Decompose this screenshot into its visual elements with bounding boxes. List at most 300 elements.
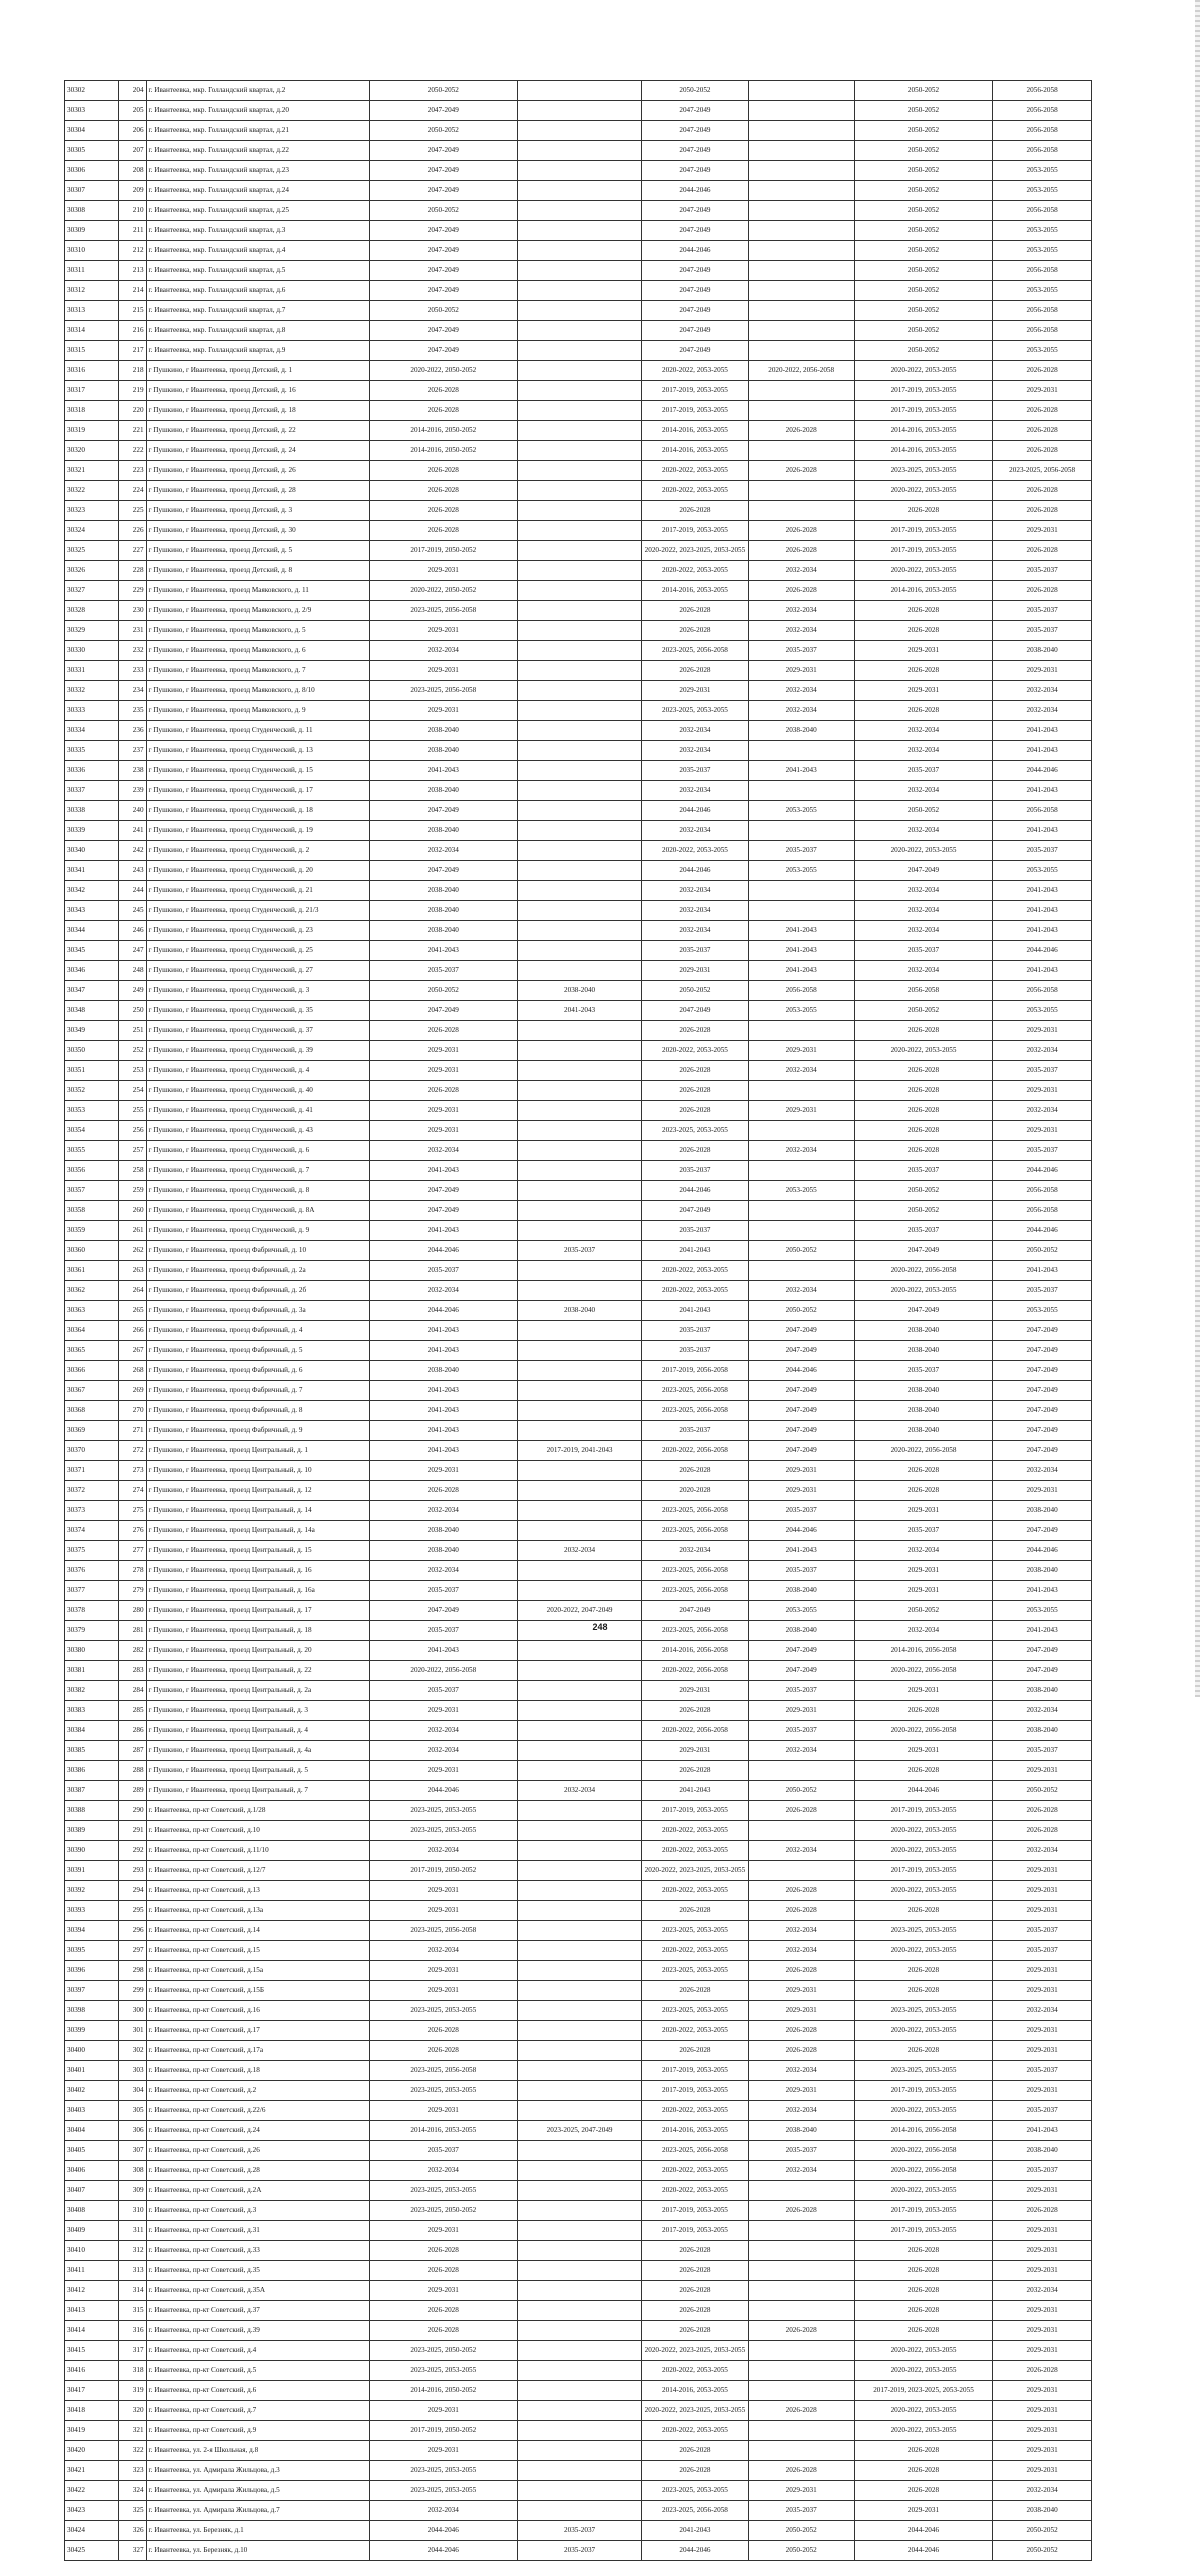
table-row [65, 1201, 1092, 1221]
record-id: 30328 [65, 601, 119, 621]
cell-period-6: 2032-2034 [993, 1101, 1092, 1121]
table-row [65, 2161, 1092, 2181]
address: г Пушкино, г Ивантеевка, проезд Детский, д. 24 [146, 441, 369, 461]
cell-period-1: 2050-2052 [369, 981, 517, 1001]
cell-period-1: 2029-2031 [369, 1121, 517, 1141]
cell-period-4: 2029-2031 [748, 1981, 854, 2001]
cell-period-3: 2050-2052 [642, 81, 748, 101]
cell-period-1: 2038-2040 [369, 741, 517, 761]
cell-period-5: 2029-2031 [854, 1501, 992, 1521]
address: г Пушкино, г Ивантеевка, проезд Центральный, д. 18 [146, 1621, 369, 1641]
row-number: 224 [118, 481, 146, 501]
cell-period-6: 2032-2034 [993, 1461, 1092, 1481]
cell-period-5: 2026-2028 [854, 2241, 992, 2261]
table-row [65, 1081, 1092, 1101]
cell-period-3: 2032-2034 [642, 721, 748, 741]
cell-period-4 [748, 1261, 854, 1281]
cell-period-5: 2050-2052 [854, 121, 992, 141]
row-number: 257 [118, 1141, 146, 1161]
cell-period-4: 2053-2055 [748, 1601, 854, 1621]
cell-period-4 [748, 1161, 854, 1181]
cell-period-3: 2041-2043 [642, 1301, 748, 1321]
record-id: 30365 [65, 1341, 119, 1361]
address: г Пушкино, г Ивантеевка, проезд Студенческий, д. 25 [146, 941, 369, 961]
cell-period-5: 2020-2022, 2056-2058 [854, 2141, 992, 2161]
record-id: 30330 [65, 641, 119, 661]
cell-period-5: 2020-2022, 2053-2055 [854, 2361, 992, 2381]
record-id: 30348 [65, 1001, 119, 1021]
cell-period-5: 2026-2028 [854, 621, 992, 641]
cell-period-1: 2032-2034 [369, 1141, 517, 1161]
record-id: 30366 [65, 1361, 119, 1381]
cell-period-6: 2026-2028 [993, 541, 1092, 561]
cell-period-4 [748, 741, 854, 761]
cell-period-1: 2047-2049 [369, 1001, 517, 1021]
address: г. Ивантеевка, пр-кт Советский, д.5 [146, 2361, 369, 2381]
table-row [65, 1021, 1092, 1041]
cell-period-1: 2020-2022, 2050-2052 [369, 581, 517, 601]
cell-period-2 [517, 2061, 641, 2081]
cell-period-4 [748, 821, 854, 841]
cell-period-4: 2026-2028 [748, 521, 854, 541]
cell-period-3: 2023-2025, 2056-2058 [642, 1381, 748, 1401]
cell-period-6: 2038-2040 [993, 1721, 1092, 1741]
row-number: 270 [118, 1401, 146, 1421]
cell-period-6: 2029-2031 [993, 1981, 1092, 2001]
record-id: 30311 [65, 261, 119, 281]
table-row [65, 941, 1092, 961]
record-id: 30349 [65, 1021, 119, 1041]
cell-period-1: 2023-2025, 2053-2055 [369, 1821, 517, 1841]
cell-period-5: 2029-2031 [854, 681, 992, 701]
cell-period-4: 2041-2043 [748, 761, 854, 781]
table-row [65, 2181, 1092, 2201]
cell-period-1: 2044-2046 [369, 2541, 517, 2561]
cell-period-2 [517, 1041, 641, 1061]
cell-period-4: 2032-2034 [748, 1281, 854, 1301]
row-number: 306 [118, 2121, 146, 2141]
table-row [65, 361, 1092, 381]
row-number: 243 [118, 861, 146, 881]
row-number: 305 [118, 2101, 146, 2121]
cell-period-2 [517, 521, 641, 541]
cell-period-1: 2029-2031 [369, 2401, 517, 2421]
cell-period-2 [517, 1561, 641, 1581]
cell-period-3: 2020-2022, 2053-2055 [642, 1841, 748, 1861]
record-id: 30382 [65, 1681, 119, 1701]
cell-period-2 [517, 2221, 641, 2241]
cell-period-2 [517, 141, 641, 161]
row-number: 233 [118, 661, 146, 681]
cell-period-5: 2056-2058 [854, 981, 992, 1001]
cell-period-4: 2035-2037 [748, 2141, 854, 2161]
cell-period-5: 2017-2019, 2053-2055 [854, 521, 992, 541]
record-id: 30373 [65, 1501, 119, 1521]
cell-period-6: 2041-2043 [993, 741, 1092, 761]
cell-period-1: 2029-2031 [369, 1881, 517, 1901]
record-id: 30357 [65, 1181, 119, 1201]
cell-period-2 [517, 1061, 641, 1081]
table-row [65, 1401, 1092, 1421]
cell-period-3: 2035-2037 [642, 1341, 748, 1361]
cell-period-1: 2026-2028 [369, 2261, 517, 2281]
record-id: 30341 [65, 861, 119, 881]
address: г Пушкино, г Ивантеевка, проезд Маяковского, д. 9 [146, 701, 369, 721]
cell-period-1: 2026-2028 [369, 1021, 517, 1041]
record-id: 30419 [65, 2421, 119, 2441]
cell-period-2 [517, 441, 641, 461]
cell-period-1: 2029-2031 [369, 1761, 517, 1781]
cell-period-1: 2047-2049 [369, 101, 517, 121]
row-number: 227 [118, 541, 146, 561]
cell-period-1: 2047-2049 [369, 341, 517, 361]
cell-period-3: 2029-2031 [642, 681, 748, 701]
row-number: 323 [118, 2461, 146, 2481]
cell-period-6: 2047-2049 [993, 1641, 1092, 1661]
cell-period-4: 2032-2034 [748, 1141, 854, 1161]
cell-period-6: 2053-2055 [993, 1601, 1092, 1621]
cell-period-1: 2032-2034 [369, 1561, 517, 1581]
cell-period-2 [517, 281, 641, 301]
cell-period-1: 2032-2034 [369, 1741, 517, 1761]
address: г Пушкино, г Ивантеевка, проезд Студенческий, д. 19 [146, 821, 369, 841]
cell-period-4: 2038-2040 [748, 1621, 854, 1641]
cell-period-3: 2044-2046 [642, 2541, 748, 2561]
record-id: 30332 [65, 681, 119, 701]
row-number: 211 [118, 221, 146, 241]
cell-period-5: 2050-2052 [854, 201, 992, 221]
cell-period-2 [517, 1701, 641, 1721]
cell-period-4 [748, 221, 854, 241]
cell-period-3: 2026-2028 [642, 2261, 748, 2281]
cell-period-3: 2047-2049 [642, 121, 748, 141]
cell-period-5: 2032-2034 [854, 741, 992, 761]
cell-period-5: 2029-2031 [854, 1681, 992, 1701]
table-row [65, 2341, 1092, 2361]
cell-period-1: 2026-2028 [369, 381, 517, 401]
cell-period-4: 2026-2028 [748, 2461, 854, 2481]
table-row [65, 1481, 1092, 1501]
cell-period-5: 2032-2034 [854, 1621, 992, 1641]
cell-period-6: 2029-2031 [993, 521, 1092, 541]
cell-period-2 [517, 941, 641, 961]
cell-period-6: 2050-2052 [993, 1781, 1092, 1801]
table-row [65, 1821, 1092, 1841]
cell-period-4 [748, 2381, 854, 2401]
cell-period-3: 2020-2022, 2023-2025, 2053-2055 [642, 2341, 748, 2361]
cell-period-5: 2014-2016, 2056-2058 [854, 2121, 992, 2141]
cell-period-4 [748, 341, 854, 361]
row-number: 206 [118, 121, 146, 141]
cell-period-4 [748, 301, 854, 321]
address: г Пушкино, г Ивантеевка, проезд Детский, д. 30 [146, 521, 369, 541]
cell-period-1: 2047-2049 [369, 261, 517, 281]
record-id: 30379 [65, 1621, 119, 1641]
cell-period-3: 2035-2037 [642, 1161, 748, 1181]
address: г Пушкино, г Ивантеевка, проезд Центральный, д. 15 [146, 1541, 369, 1561]
cell-period-3: 2017-2019, 2053-2055 [642, 2081, 748, 2101]
cell-period-5: 2020-2022, 2053-2055 [854, 1281, 992, 1301]
table-row [65, 501, 1092, 521]
table-row [65, 181, 1092, 201]
cell-period-1: 2026-2028 [369, 521, 517, 541]
cell-period-2 [517, 2361, 641, 2381]
table-row [65, 141, 1092, 161]
table-row [65, 2541, 1092, 2561]
cell-period-5: 2023-2025, 2053-2055 [854, 2001, 992, 2021]
address: г. Ивантеевка, мкр. Голландский квартал, д.20 [146, 101, 369, 121]
record-id: 30360 [65, 1241, 119, 1261]
cell-period-6: 2029-2031 [993, 2021, 1092, 2041]
table-row [65, 221, 1092, 241]
address: г. Ивантеевка, мкр. Голландский квартал, д.22 [146, 141, 369, 161]
cell-period-4: 2041-2043 [748, 1541, 854, 1561]
cell-period-2 [517, 2141, 641, 2161]
cell-period-4 [748, 401, 854, 421]
cell-period-5: 2029-2031 [854, 1581, 992, 1601]
cell-period-3: 2020-2022, 2056-2058 [642, 1721, 748, 1741]
row-number: 220 [118, 401, 146, 421]
cell-period-1: 2023-2025, 2056-2058 [369, 601, 517, 621]
cell-period-5: 2014-2016, 2053-2055 [854, 441, 992, 461]
row-number: 225 [118, 501, 146, 521]
cell-period-5: 2035-2037 [854, 1221, 992, 1241]
record-id: 30308 [65, 201, 119, 221]
cell-period-2 [517, 1141, 641, 1161]
cell-period-1: 2032-2034 [369, 1941, 517, 1961]
cell-period-4: 2050-2052 [748, 1781, 854, 1801]
record-id: 30306 [65, 161, 119, 181]
cell-period-2 [517, 1921, 641, 1941]
address: г Пушкино, г Ивантеевка, проезд Студенческий, д. 7 [146, 1161, 369, 1181]
cell-period-3: 2020-2022, 2023-2025, 2053-2055 [642, 541, 748, 561]
cell-period-5: 2044-2046 [854, 2521, 992, 2541]
cell-period-3: 2047-2049 [642, 201, 748, 221]
cell-period-3: 2020-2022, 2053-2055 [642, 1941, 748, 1961]
cell-period-6: 2038-2040 [993, 2141, 1092, 2161]
cell-period-5: 2020-2022, 2053-2055 [854, 481, 992, 501]
address: г Пушкино, г Ивантеевка, проезд Центральный, д. 12 [146, 1481, 369, 1501]
cell-period-5: 2032-2034 [854, 781, 992, 801]
address: г Пушкино, г Ивантеевка, проезд Центральный, д. 1 [146, 1441, 369, 1461]
row-number: 269 [118, 1381, 146, 1401]
row-number: 268 [118, 1361, 146, 1381]
record-id: 30392 [65, 1881, 119, 1901]
cell-period-5: 2023-2025, 2053-2055 [854, 2061, 992, 2081]
cell-period-5: 2026-2028 [854, 2441, 992, 2461]
cell-period-2 [517, 1401, 641, 1421]
address: г. Ивантеевка, мкр. Голландский квартал, д.24 [146, 181, 369, 201]
cell-period-4: 2053-2055 [748, 801, 854, 821]
cell-period-4 [748, 1861, 854, 1881]
table-row [65, 521, 1092, 541]
cell-period-1: 2047-2049 [369, 221, 517, 241]
cell-period-1: 2038-2040 [369, 901, 517, 921]
record-id: 30335 [65, 741, 119, 761]
cell-period-6: 2029-2031 [993, 2181, 1092, 2201]
cell-period-5: 2026-2028 [854, 661, 992, 681]
cell-period-5: 2026-2028 [854, 1901, 992, 1921]
cell-period-4: 2047-2049 [748, 1641, 854, 1661]
record-id: 30320 [65, 441, 119, 461]
cell-period-4: 2026-2028 [748, 461, 854, 481]
cell-period-2 [517, 1641, 641, 1661]
row-number: 292 [118, 1841, 146, 1861]
table-row [65, 781, 1092, 801]
cell-period-2 [517, 181, 641, 201]
record-id: 30418 [65, 2401, 119, 2421]
cell-period-4: 2050-2052 [748, 1301, 854, 1321]
cell-period-2 [517, 801, 641, 821]
cell-period-1: 2038-2040 [369, 1541, 517, 1561]
cell-period-2 [517, 861, 641, 881]
cell-period-3: 2014-2016, 2056-2058 [642, 1641, 748, 1661]
cell-period-3: 2023-2025, 2056-2058 [642, 641, 748, 661]
record-id: 30364 [65, 1321, 119, 1341]
cell-period-2 [517, 221, 641, 241]
row-number: 205 [118, 101, 146, 121]
cell-period-3: 2014-2016, 2053-2055 [642, 421, 748, 441]
address: г Пушкино, г Ивантеевка, проезд Фабричный, д. 2а [146, 1261, 369, 1281]
cell-period-4: 2026-2028 [748, 1961, 854, 1981]
table-row [65, 2301, 1092, 2321]
table-row [65, 2201, 1092, 2221]
address: г Пушкино, г Ивантеевка, проезд Фабричный, д. 4 [146, 1321, 369, 1341]
cell-period-5: 2026-2028 [854, 1061, 992, 1081]
row-number: 261 [118, 1221, 146, 1241]
cell-period-4: 2038-2040 [748, 2121, 854, 2141]
cell-period-4: 2026-2028 [748, 2041, 854, 2061]
cell-period-2 [517, 921, 641, 941]
cell-period-3: 2023-2025, 2056-2058 [642, 1501, 748, 1521]
row-number: 298 [118, 1961, 146, 1981]
table-row [65, 1061, 1092, 1081]
cell-period-3: 2020-2022, 2053-2055 [642, 2161, 748, 2181]
row-number: 219 [118, 381, 146, 401]
address: г. Ивантеевка, пр-кт Советский, д.17а [146, 2041, 369, 2061]
cell-period-3: 2020-2022, 2053-2055 [642, 1881, 748, 1901]
scan-edge [1195, 0, 1200, 1697]
row-number: 223 [118, 461, 146, 481]
address: г. Ивантеевка, пр-кт Советский, д.17 [146, 2021, 369, 2041]
cell-period-2 [517, 901, 641, 921]
record-id: 30361 [65, 1261, 119, 1281]
row-number: 321 [118, 2421, 146, 2441]
cell-period-6: 2056-2058 [993, 1201, 1092, 1221]
cell-period-6: 2035-2037 [993, 561, 1092, 581]
cell-period-6: 2032-2034 [993, 1701, 1092, 1721]
record-id: 30367 [65, 1381, 119, 1401]
cell-period-1: 2026-2028 [369, 2021, 517, 2041]
table-row [65, 1381, 1092, 1401]
address: г. Ивантеевка, пр-кт Советский, д.22/6 [146, 2101, 369, 2121]
cell-period-4: 2035-2037 [748, 1681, 854, 1701]
address: г. Ивантеевка, мкр. Голландский квартал, д.3 [146, 221, 369, 241]
cell-period-6: 2026-2028 [993, 1801, 1092, 1821]
cell-period-2: 2035-2037 [517, 1241, 641, 1261]
cell-period-5: 2050-2052 [854, 81, 992, 101]
address: г. Ивантеевка, ул. Адмирала Жильцова, д.3 [146, 2461, 369, 2481]
cell-period-3: 2026-2028 [642, 1141, 748, 1161]
cell-period-2 [517, 581, 641, 601]
row-number: 310 [118, 2201, 146, 2221]
record-id: 30396 [65, 1961, 119, 1981]
cell-period-5: 2026-2028 [854, 1121, 992, 1141]
cell-period-5: 2050-2052 [854, 181, 992, 201]
cell-period-4: 2050-2052 [748, 2541, 854, 2561]
row-number: 318 [118, 2361, 146, 2381]
cell-period-2 [517, 1741, 641, 1761]
cell-period-5: 2050-2052 [854, 1181, 992, 1201]
record-id: 30411 [65, 2261, 119, 2281]
table-row [65, 1241, 1092, 1261]
cell-period-6: 2035-2037 [993, 1741, 1092, 1761]
cell-period-6: 2035-2037 [993, 1061, 1092, 1081]
cell-period-4: 2032-2034 [748, 2101, 854, 2121]
cell-period-1: 2023-2025, 2050-2052 [369, 2201, 517, 2221]
address: г Пушкино, г Ивантеевка, проезд Детский, д. 1 [146, 361, 369, 381]
cell-period-2: 2035-2037 [517, 2541, 641, 2561]
table-row [65, 701, 1092, 721]
record-id: 30338 [65, 801, 119, 821]
cell-period-5: 2020-2022, 2053-2055 [854, 1881, 992, 1901]
cell-period-6: 2041-2043 [993, 881, 1092, 901]
table-row [65, 241, 1092, 261]
record-id: 30333 [65, 701, 119, 721]
record-id: 30316 [65, 361, 119, 381]
table-row [65, 321, 1092, 341]
row-number: 287 [118, 1741, 146, 1761]
cell-period-3: 2044-2046 [642, 801, 748, 821]
address: г Пушкино, г Ивантеевка, проезд Студенческий, д. 41 [146, 1101, 369, 1121]
cell-period-5: 2032-2034 [854, 721, 992, 741]
cell-period-6: 2035-2037 [993, 1281, 1092, 1301]
cell-period-3: 2026-2028 [642, 2321, 748, 2341]
cell-period-1: 2026-2028 [369, 401, 517, 421]
address: г Пушкино, г Ивантеевка, проезд Детский, д. 3 [146, 501, 369, 521]
cell-period-5: 2050-2052 [854, 161, 992, 181]
cell-period-5: 2020-2022, 2053-2055 [854, 2421, 992, 2441]
record-id: 30303 [65, 101, 119, 121]
cell-period-6: 2050-2052 [993, 2521, 1092, 2541]
record-id: 30399 [65, 2021, 119, 2041]
cell-period-5: 2047-2049 [854, 861, 992, 881]
cell-period-6: 2041-2043 [993, 1621, 1092, 1641]
record-id: 30314 [65, 321, 119, 341]
row-number: 325 [118, 2501, 146, 2521]
table-row [65, 1321, 1092, 1341]
record-id: 30370 [65, 1441, 119, 1461]
row-number: 278 [118, 1561, 146, 1581]
address: г Пушкино, г Ивантеевка, проезд Центральный, д. 3 [146, 1701, 369, 1721]
record-id: 30397 [65, 1981, 119, 2001]
address: г Пушкино, г Ивантеевка, проезд Фабричный, д. 7 [146, 1381, 369, 1401]
cell-period-5: 2020-2022, 2053-2055 [854, 361, 992, 381]
row-number: 281 [118, 1621, 146, 1641]
cell-period-1: 2032-2034 [369, 641, 517, 661]
record-id: 30323 [65, 501, 119, 521]
row-number: 231 [118, 621, 146, 641]
record-id: 30423 [65, 2501, 119, 2521]
table-row [65, 1441, 1092, 1461]
cell-period-1: 2026-2028 [369, 501, 517, 521]
cell-period-6: 2035-2037 [993, 1941, 1092, 1961]
cell-period-4: 2047-2049 [748, 1421, 854, 1441]
cell-period-3: 2020-2022, 2056-2058 [642, 1661, 748, 1681]
cell-period-2 [517, 1421, 641, 1441]
cell-period-3: 2032-2034 [642, 881, 748, 901]
cell-period-4 [748, 2441, 854, 2461]
